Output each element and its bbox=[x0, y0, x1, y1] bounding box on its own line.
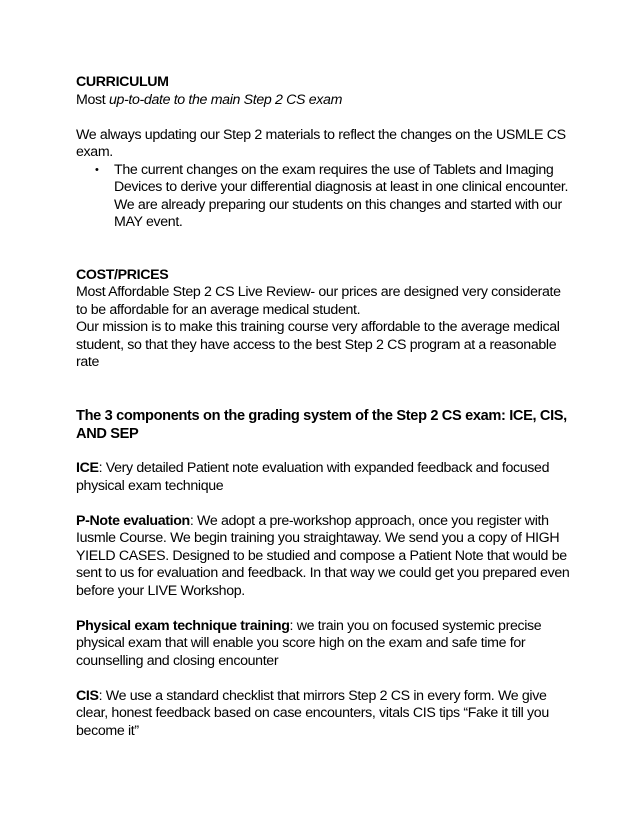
cost-line-2: Our mission is to make this training course very affordable to the average medical student, so that they have access to the best Step 2 CS program at a reasonable rate bbox=[76, 319, 560, 370]
document-page bbox=[76, 74, 571, 740]
curriculum-subtitle-plain: Most bbox=[76, 91, 109, 108]
cost-section bbox=[76, 267, 571, 372]
grading-section bbox=[76, 407, 571, 741]
curriculum-subtitle-italic: up-to-date to the main Step 2 CS exam bbox=[108, 91, 343, 108]
curriculum-subtitle bbox=[76, 92, 571, 110]
grading-text: : Very detailed Patient note evaluation with expanded feedback and focused physical exam technique bbox=[76, 460, 550, 494]
grading-term: Physical exam technique training bbox=[76, 617, 290, 634]
cost-heading: COST/PRICES bbox=[76, 266, 169, 283]
grading-text: : We use a standard checklist that mirrors Step 2 CS in every form. We give clear, honest feedback based on case encounters, vitals CIS tips “Fake it till you become it” bbox=[76, 687, 549, 739]
grading-item-physical-exam bbox=[76, 618, 571, 671]
curriculum-intro: We always updating our Step 2 materials to reflect the changes on the USMLE CS exam. bbox=[76, 126, 566, 160]
curriculum-heading: CURRICULUM bbox=[76, 74, 169, 90]
grading-heading: The 3 components on the grading system of the Step 2 CS exam: ICE, CIS, AND SEP bbox=[76, 407, 567, 442]
grading-term: P-Note evaluation bbox=[76, 512, 190, 529]
grading-text: : we train you on focused systemic precise physical exam that will enable you score high on the exam and safe time for counselling and closing encounter bbox=[76, 617, 542, 669]
grading-item-cis bbox=[76, 688, 571, 741]
curriculum-bullet-item: • The current changes on the exam requires the use of Tablets and Imaging Devices to derive your differential diagnosis at least in one clinical encounter. We are already preparing our students on this changes and started with our MAY event. bbox=[76, 162, 571, 232]
grading-item-pnote bbox=[76, 513, 571, 601]
grading-text: : We adopt a pre-workshop approach, once you register with Iusmle Course. We begin training you straightaway. We send you a copy of HIGH YIELD CASES. Designed to be studied and compose a Patient Note that would be sent to us for evaluation and feedback. In that way we could get you prepared even before your LIVE Workshop. bbox=[76, 512, 570, 599]
cost-line-1: Most Affordable Step 2 CS Live Review- our prices are designed very considerate to be affordable for an average medical student. bbox=[76, 284, 561, 318]
grading-term: ICE bbox=[76, 460, 99, 476]
grading-item-ice bbox=[76, 460, 571, 495]
curriculum-bullet-list bbox=[76, 162, 571, 232]
grading-term: CIS bbox=[76, 687, 99, 704]
curriculum-section bbox=[76, 74, 571, 232]
